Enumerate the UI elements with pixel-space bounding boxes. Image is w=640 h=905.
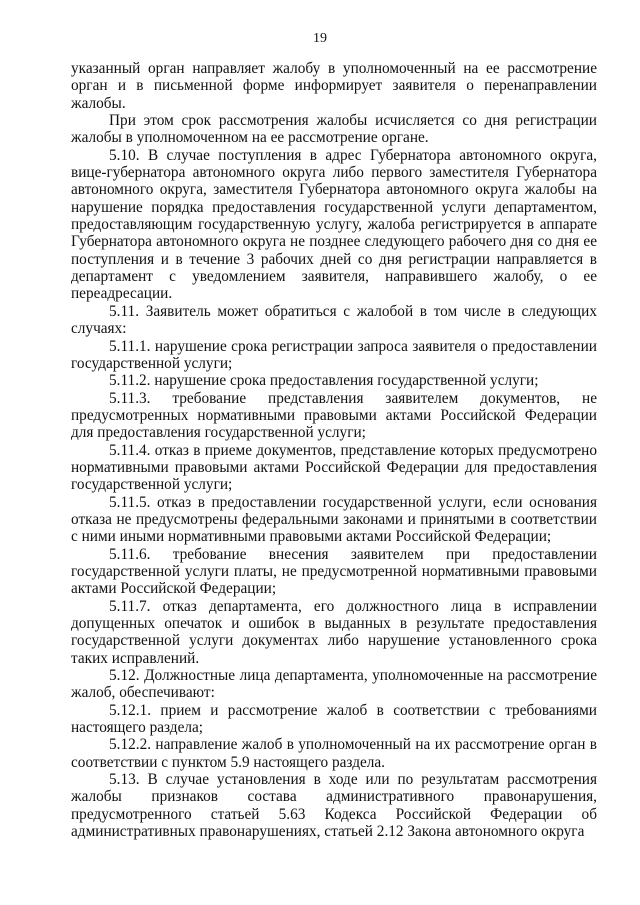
paragraph-5-12-2: 5.12.2. направление жалоб в уполномоченный на их рассмотрение орган в соответствии с пунктом 5.9 настоящего раздела. xyxy=(71,736,597,771)
paragraph-5-11-4: 5.11.4. отказ в приеме документов, представление которых предусмотрено нормативными правовыми актами Российской Федерации для предоставления государственной услуги; xyxy=(71,441,597,494)
paragraph-5-11: 5.11. Заявитель может обратиться с жалобой в том числе в следующих случаях: xyxy=(71,302,597,338)
paragraph-5-11-1: 5.11.1. нарушение срока регистрации запроса заявителя о предоставлении государственной услуги; xyxy=(71,337,597,372)
paragraph-5-11-6: 5.11.6. требование внесения заявителем при предоставлении государственной услуги платы, не предусмотренной нормативными правовыми актами Российской Федерации; xyxy=(71,545,597,598)
paragraph-5-11-3: 5.11.3. требование представления заявителем документов, не предусмотренных нормативными правовыми актами Российской Федерации для предоставления государственной услуги; xyxy=(71,389,597,442)
paragraph-5-12: 5.12. Должностные лица департамента, уполномоченные на рассмотрение жалоб, обеспечивают: xyxy=(71,667,597,702)
document-body xyxy=(71,60,597,840)
page-number: 19 xyxy=(313,31,327,46)
paragraph-5-11-2: 5.11.2. нарушение срока предоставления государственной услуги; xyxy=(109,372,539,390)
paragraph-5-11-5: 5.11.5. отказ в предоставлении государственной услуги, если основания отказа не предусмотрены федеральными законами и принятыми в соответствии с ними иными нормативными правовыми актами Российской Федерации; xyxy=(71,493,597,546)
paragraph-review-period: При этом срок рассмотрения жалобы исчисляется со дня регистрации жалобы в уполномоченном на ее рассмотрение органе. xyxy=(71,112,597,147)
paragraph-5-10: 5.10. В случае поступления в адрес Губернатора автономного округа, вице-губернатора автономного округа либо первого заместителя Губернатора автономного округа, заместителя Губернатора автономного округа жалобы на нарушение порядка предоставления государственной услуги департаментом, предоставляющим государственную услугу, жалоба регистрируется в аппарате Губернатора автономного округа не позднее следующего рабочего дня со дня ее поступления и в течение 3 рабочих дней со дня регистрации направляется в департамент с уведомлением заявителя, направившего жалобу, о ее переадресации. xyxy=(71,146,597,303)
paragraph-5-11-7: 5.11.7. отказ департамента, его должностного лица в исправлении допущенных опечаток и ошибок в выданных в результате предоставления государственной услуги документах либо нарушение установленного срока таких исправлений. xyxy=(71,597,597,667)
paragraph-5-12-1: 5.12.1. прием и рассмотрение жалоб в соответствии с требованиями настоящего раздела; xyxy=(71,701,597,737)
paragraph-5-13: 5.13. В случае установления в ходе или по результатам рассмотрения жалобы признаков состава административного правонарушения, предусмотренного статьей 5.63 Кодекса Российской Федерации об административных правонарушениях, статьей 2.12 Закона автономного округа xyxy=(71,771,597,841)
paragraph-continuation: указанный орган направляет жалобу в уполномоченный на ее рассмотрение орган и в письменной форме информирует заявителя о перенаправлении жалобы. xyxy=(71,60,597,112)
